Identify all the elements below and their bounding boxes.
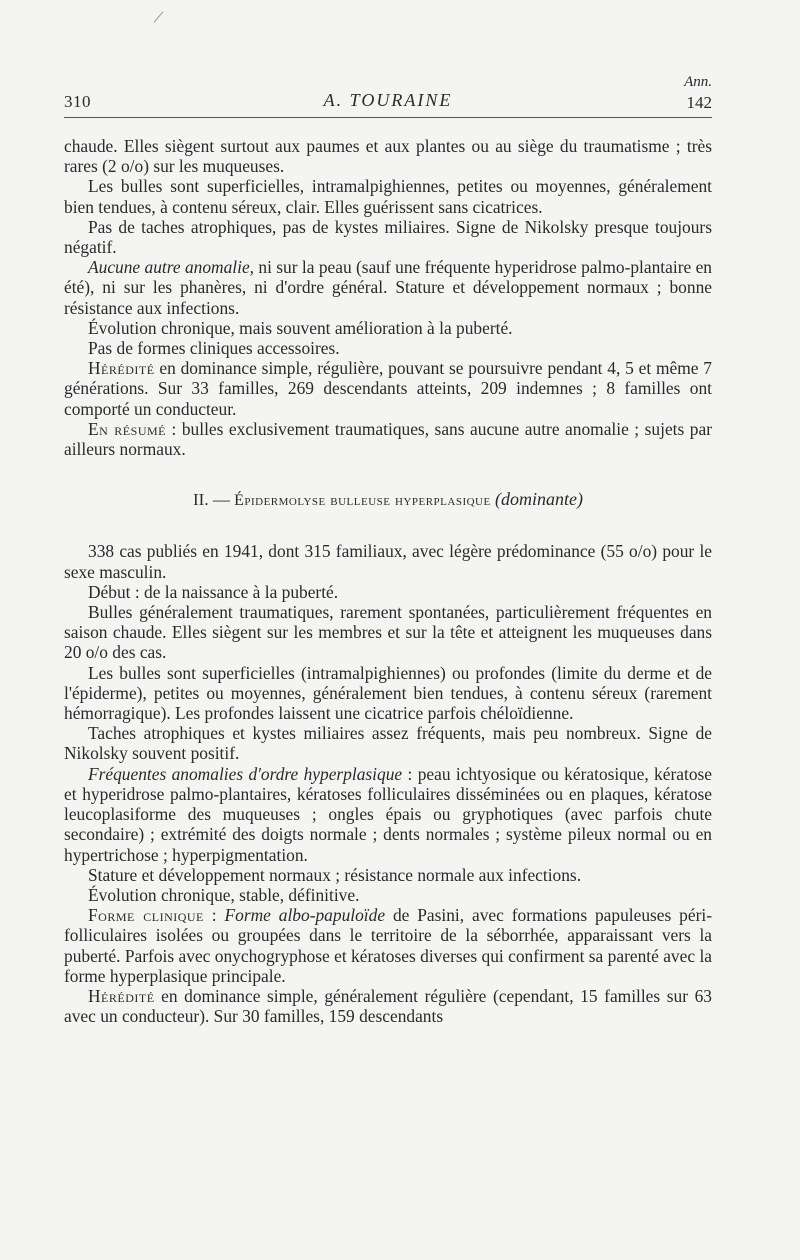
page-number: 310 [64, 92, 91, 111]
paragraph-text: ni sur la peau (sauf une fréquente hyperidrose palmo-plantaire en été), ni sur les phanères, ni d'ordre général. Stature et développement normaux ; bonne résistance aux infections. [64, 257, 712, 318]
paragraph: Évolution chronique, mais souvent amélioration à la puberté. [88, 317, 513, 338]
running-author: A. TOURAINE [323, 90, 453, 110]
paragraph: Pas de taches atrophiques, pas de kystes miliaires. Signe de Nikolsky presque toujours négatif. [64, 216, 712, 258]
paragraph: Les bulles sont superficielles (intramalpighiennes) ou profondes (limite du derme et de l'épiderme), petites ou moyennes, généralement bien tendues, à contenu séreux (rarement hémorragique). Les profondes laissent une cicatrice parfois chéloïdienne. [64, 662, 712, 724]
header-rule [64, 117, 712, 118]
smallcaps-lead: En résumé [88, 418, 166, 439]
paragraph: Évolution chronique, stable, définitive. [88, 884, 360, 905]
smallcaps-lead: Hérédité [88, 985, 155, 1006]
colon: : [203, 905, 225, 926]
paragraph: Stature et développement normaux ; résistance normale aux infections. [88, 864, 582, 885]
smallcaps-lead: Forme clinique [88, 905, 204, 926]
paragraph: Début : de la naissance à la puberté. [88, 581, 339, 602]
paragraph-text: : peau ichtyosique ou kératosique, kératose et hyperidrose palmo-plantaires, kératoses folliculaires disséminées ou en plaques, kératose leucoplasiforme des muqueuses ; ongles épais ou gryphotiques (avec parfois chute secondaire) ; extrémité des doigts normale ; dents normales ; système pileux normal ou en hypertrichose ; hyperpigmentation. [64, 763, 712, 865]
paragraph-text: en dominance simple, généralement régulière (cependant, 15 familles sur 63 avec un conducteur). Sur 30 familles, 159 descendants [64, 985, 712, 1027]
section-heading [64, 489, 712, 511]
paragraph-text: : bulles exclusivement traumatiques, sans aucune autre anomalie ; sujets par ailleurs normaux. [64, 418, 712, 460]
paragraph-text: en dominance simple, régulière, pouvant se poursuivre pendant 4, 5 et même 7 générations. Sur 33 familles, 269 descendants atteints, 209 indemnes ; 8 familles ont comporté un conducteur. [64, 358, 712, 419]
volume-number: 142 [686, 93, 712, 112]
section-subtitle: (dominante) [494, 489, 583, 510]
paragraph [64, 986, 712, 1026]
paragraph: Taches atrophiques et kystes miliaires assez fréquents, mais peu nombreux. Signe de Nikolsky souvent positif. [64, 723, 712, 764]
journal-abbrev: Ann. [684, 74, 712, 90]
running-header [64, 74, 712, 118]
section-numeral: II. — [193, 490, 235, 510]
paragraph: Bulles généralement traumatiques, rarement spontanées, particulièrement fréquentes en saison chaude. Elles siègent sur les membres et sur la tête et atteignent les muqueuses dans 20 o/o des cas. [64, 602, 712, 663]
paragraph [64, 905, 712, 986]
paragraph: chaude. Elles siègent surtout aux paumes et aux plantes ou au siège du traumatisme ; très rares (2 o/o) sur les muqueuses. [64, 136, 712, 177]
paragraph [64, 764, 712, 865]
article-body [64, 136, 712, 1026]
smallcaps-lead: Hérédité [88, 358, 155, 379]
paragraph [64, 358, 712, 419]
paragraph: Pas de formes cliniques accessoires. [88, 338, 340, 359]
margin-mark [154, 11, 164, 22]
section-title: Épidermolyse bulleuse hyperplasique [234, 492, 491, 510]
italic-term: Forme albo-papuloïde [224, 905, 386, 926]
italic-lead: Aucune autre anomalie, [88, 257, 255, 278]
paragraph: 338 cas publiés en 1941, dont 315 familiaux, avec légère prédominance (55 o/o) pour le sexe masculin. [64, 541, 712, 582]
italic-lead: Fréquentes anomalies d'ordre hyperplasique [88, 763, 403, 784]
paragraph: Les bulles sont superficielles, intramalpighiennes, petites ou moyennes, généralement bien tendues, à contenu séreux, clair. Elles guérissent sans cicatrices. [64, 176, 712, 217]
paragraph-text: de Pasini, avec formations papuleuses péri-folliculaires isolées ou groupées dans le territoire de la séborrhée, apparaissant vers la puberté. Parfois avec onychogryphose et kératoses diverses qui confirment sa parenté avec la forme hyperplasique principale. [64, 905, 713, 986]
paragraph [64, 257, 712, 318]
paragraph [64, 419, 712, 459]
